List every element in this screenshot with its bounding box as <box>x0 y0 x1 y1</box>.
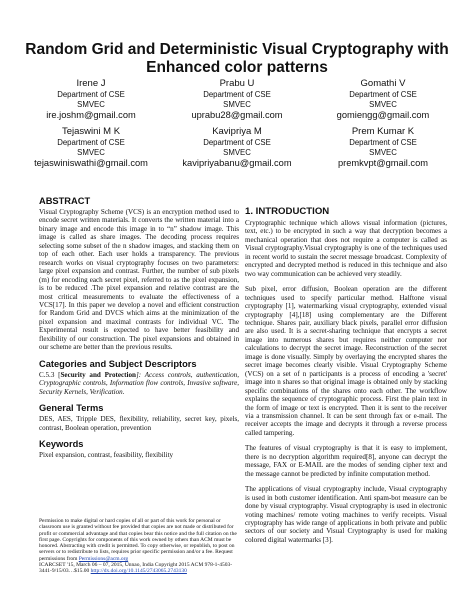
introduction-heading: 1. INTRODUCTION <box>245 206 330 217</box>
author-block <box>310 126 456 169</box>
author-email: premkvpt@gmail.com <box>337 158 429 168</box>
author-dept: Department of CSE <box>57 138 125 147</box>
author-block <box>18 126 164 169</box>
intro-paragraph-3: The features of visual cryptography is that it is easy to implement, there is no decryption algorithm required[8], anyone can decrypt the message, FAX or E-MAIL are the modes of sending cipher text and the message cannot be predicted by infinite computation method. <box>245 444 447 478</box>
permissions-email-link[interactable]: Permissions@acm.org <box>78 555 129 562</box>
conference-text: ICARCSET '15, March 06 – 07, 2015, Unnao, India Copyright 2015 ACM 978-1-4503-3441-9/15/03…$15.00 <box>39 562 233 575</box>
paper-title-line-2: Enhanced color patterns <box>146 59 328 76</box>
permission-text: Permission to make digital or hard copies of all or part of this work for personal or classroom use is granted without fee provided that copies are not made or distributed for profit or commercial advantage and that copies bear this notice and the full citation on the first page. Copyrights for components of this work owned by others than ACM must be honored. Abstracting with credit is permitted. To copy otherwise, or republish, to post on servers or to redistribute to lists, requires prior specific permission and/or a fee. Request permissions from <box>39 518 237 562</box>
general-terms-heading: General Terms <box>39 403 104 414</box>
categories-code: C.5.3 [ <box>39 370 61 379</box>
author-email: kavipriyabanu@gmail.com <box>182 158 292 168</box>
author-name: Tejaswini M K <box>61 126 121 137</box>
paper-title <box>20 41 454 77</box>
author-email: gomiengg@gmail.com <box>336 110 430 120</box>
author-name: Gomathi V <box>360 78 406 89</box>
author-block <box>164 126 310 169</box>
general-terms-text: DES, AES, Tripple DES, flexibility, reliability, secret key, pixels, contrast, Boolean operation, prevention <box>39 415 239 432</box>
author-org: SMVEC <box>223 99 251 109</box>
author-dept: Department of CSE <box>57 90 125 99</box>
author-dept: Department of CSE <box>203 138 271 147</box>
author-org: SMVEC <box>369 147 397 157</box>
intro-paragraph-1: Cryptographic technique which allows visual information (pictures, text, etc.) to be encrypted in such a way that decryption becomes a mechanical operation that does not require a computer is called as Visual cryptography.Visual cryptography is one of the techniques used in recent world to sustain the secret message broadcast. Complexity of encrypted and decrypted method is reduced in this technique and also two way communication can be achieved very steadily. <box>245 219 447 278</box>
keywords-heading: Keywords <box>39 438 84 449</box>
author-block <box>18 78 164 121</box>
author-email: tejaswiniswathi@gmail.com <box>34 158 148 168</box>
author-name: Kavipriya M <box>212 126 262 137</box>
doi-link[interactable]: http://dx.doi.org/10.1145/2743065.2743130 <box>90 568 187 575</box>
author-dept: Department of CSE <box>349 138 417 147</box>
categories-text <box>39 371 239 396</box>
author-email: ire.joshm@gmail.com <box>46 110 136 120</box>
categories-bold: Security and Protection <box>60 370 136 379</box>
categories-heading: Categories and Subject Descriptors <box>39 358 197 369</box>
author-org: SMVEC <box>77 99 105 109</box>
author-name: Prem Kumar K <box>351 126 415 137</box>
author-row-2 <box>18 126 456 169</box>
author-block <box>164 78 310 121</box>
author-dept: Department of CSE <box>349 90 417 99</box>
author-org: SMVEC <box>223 147 251 157</box>
permission-footnote <box>39 518 241 575</box>
author-dept: Department of CSE <box>203 90 271 99</box>
left-column <box>39 196 239 459</box>
author-email: uprabu28@gmail.com <box>191 110 283 120</box>
author-block <box>310 78 456 121</box>
author-org: SMVEC <box>77 147 105 157</box>
author-name: Prabu U <box>219 78 255 89</box>
author-name: Irene J <box>76 78 106 89</box>
paper-title-line-1: Random Grid and Deterministic Visual Cryptography with <box>25 41 449 58</box>
intro-paragraph-4: The applications of visual cryptography include, Visual cryptography is used in both customer identification. Anti spam-bot measure can be done by visual cryptography. Visual cryptography is used in electronic voting machines/ remote voting machines to verify receipts. Visual cryptography has wide range of applications in both private and public sectors of our society and Visual Cryptography is used for making colored digital watermarks [3]. <box>245 485 447 544</box>
intro-paragraph-2: Sub pixel, error diffusion, Boolean operation are the different techniques used to specify particular method. Halftone visual cryptography [1], watermarking visual cryptography, extended visual cryptography [4],[18] using complementary are the Different technique. Shares pair, auxiliary black pixels, parallel error diffusion are also used. It is a secret-sharing technique that encrypts a secret image into numerous shares but requires neither computer nor calculations to decrypt the secret image. Reconstruction of the secret image is done visually. Simply by overlaying the encrypted shares the secret image becomes clearly visible. Visual Cryptography Scheme (VCS) on a set of n participants is a process of encoding a 'secret' image into n shares so that original image is obtained only by stacking specific combinations of the shares onto each other. The workflow explains the sequence of cryptographic process. First the plain text in the form of image or text is encrypted. Then it is sent to the receiver via a transmission channel. It can be sent through fax or e-mail. The receiver accepts the image and decrypts it through a reverse process called tampering. <box>245 285 447 437</box>
abstract-text: Visual Cryptography Scheme (VCS) is an encryption method used to encode secret written materials. It converts the written material into a binary image and encode this image in to “n” shadow image. This image is called as share images. The decoding process requires selecting some subset of the n shadow images, and stacking them on top of each other. Each user holds a transparency. The previous research works on visual cryptography focuses on two parameters: large pixel expansion and contrast. Further, the number of sub pixels (m) for encoding each secret pixel, referred to as the pixel expansion, is to be reduced .The pixel expansion and relative contrast are the most critical measurements to evaluate the effectiveness of a VCS[17]. In this paper we develop a novel and efficient construction for Random Grid and DVCS which aims at the minimization of the pixel expansion and maximal contrasts for individual VC. The Experimental result is expected to have better feasibility and flexibility of our construction. The pixel expansions and obtained in our scheme are better than the previous results. <box>39 208 239 352</box>
keywords-text: Pixel expansion, contrast, feasibility, flexibility <box>39 450 174 459</box>
abstract-heading: ABSTRACT <box>39 196 91 206</box>
right-column <box>245 196 447 544</box>
author-org: SMVEC <box>369 99 397 109</box>
categories-rest: ]: Access controls, authentication, Cryptographic controls, Information flow controls, Invasive software, Security Kernels, Verification. <box>39 370 239 396</box>
author-row-1 <box>18 78 456 121</box>
